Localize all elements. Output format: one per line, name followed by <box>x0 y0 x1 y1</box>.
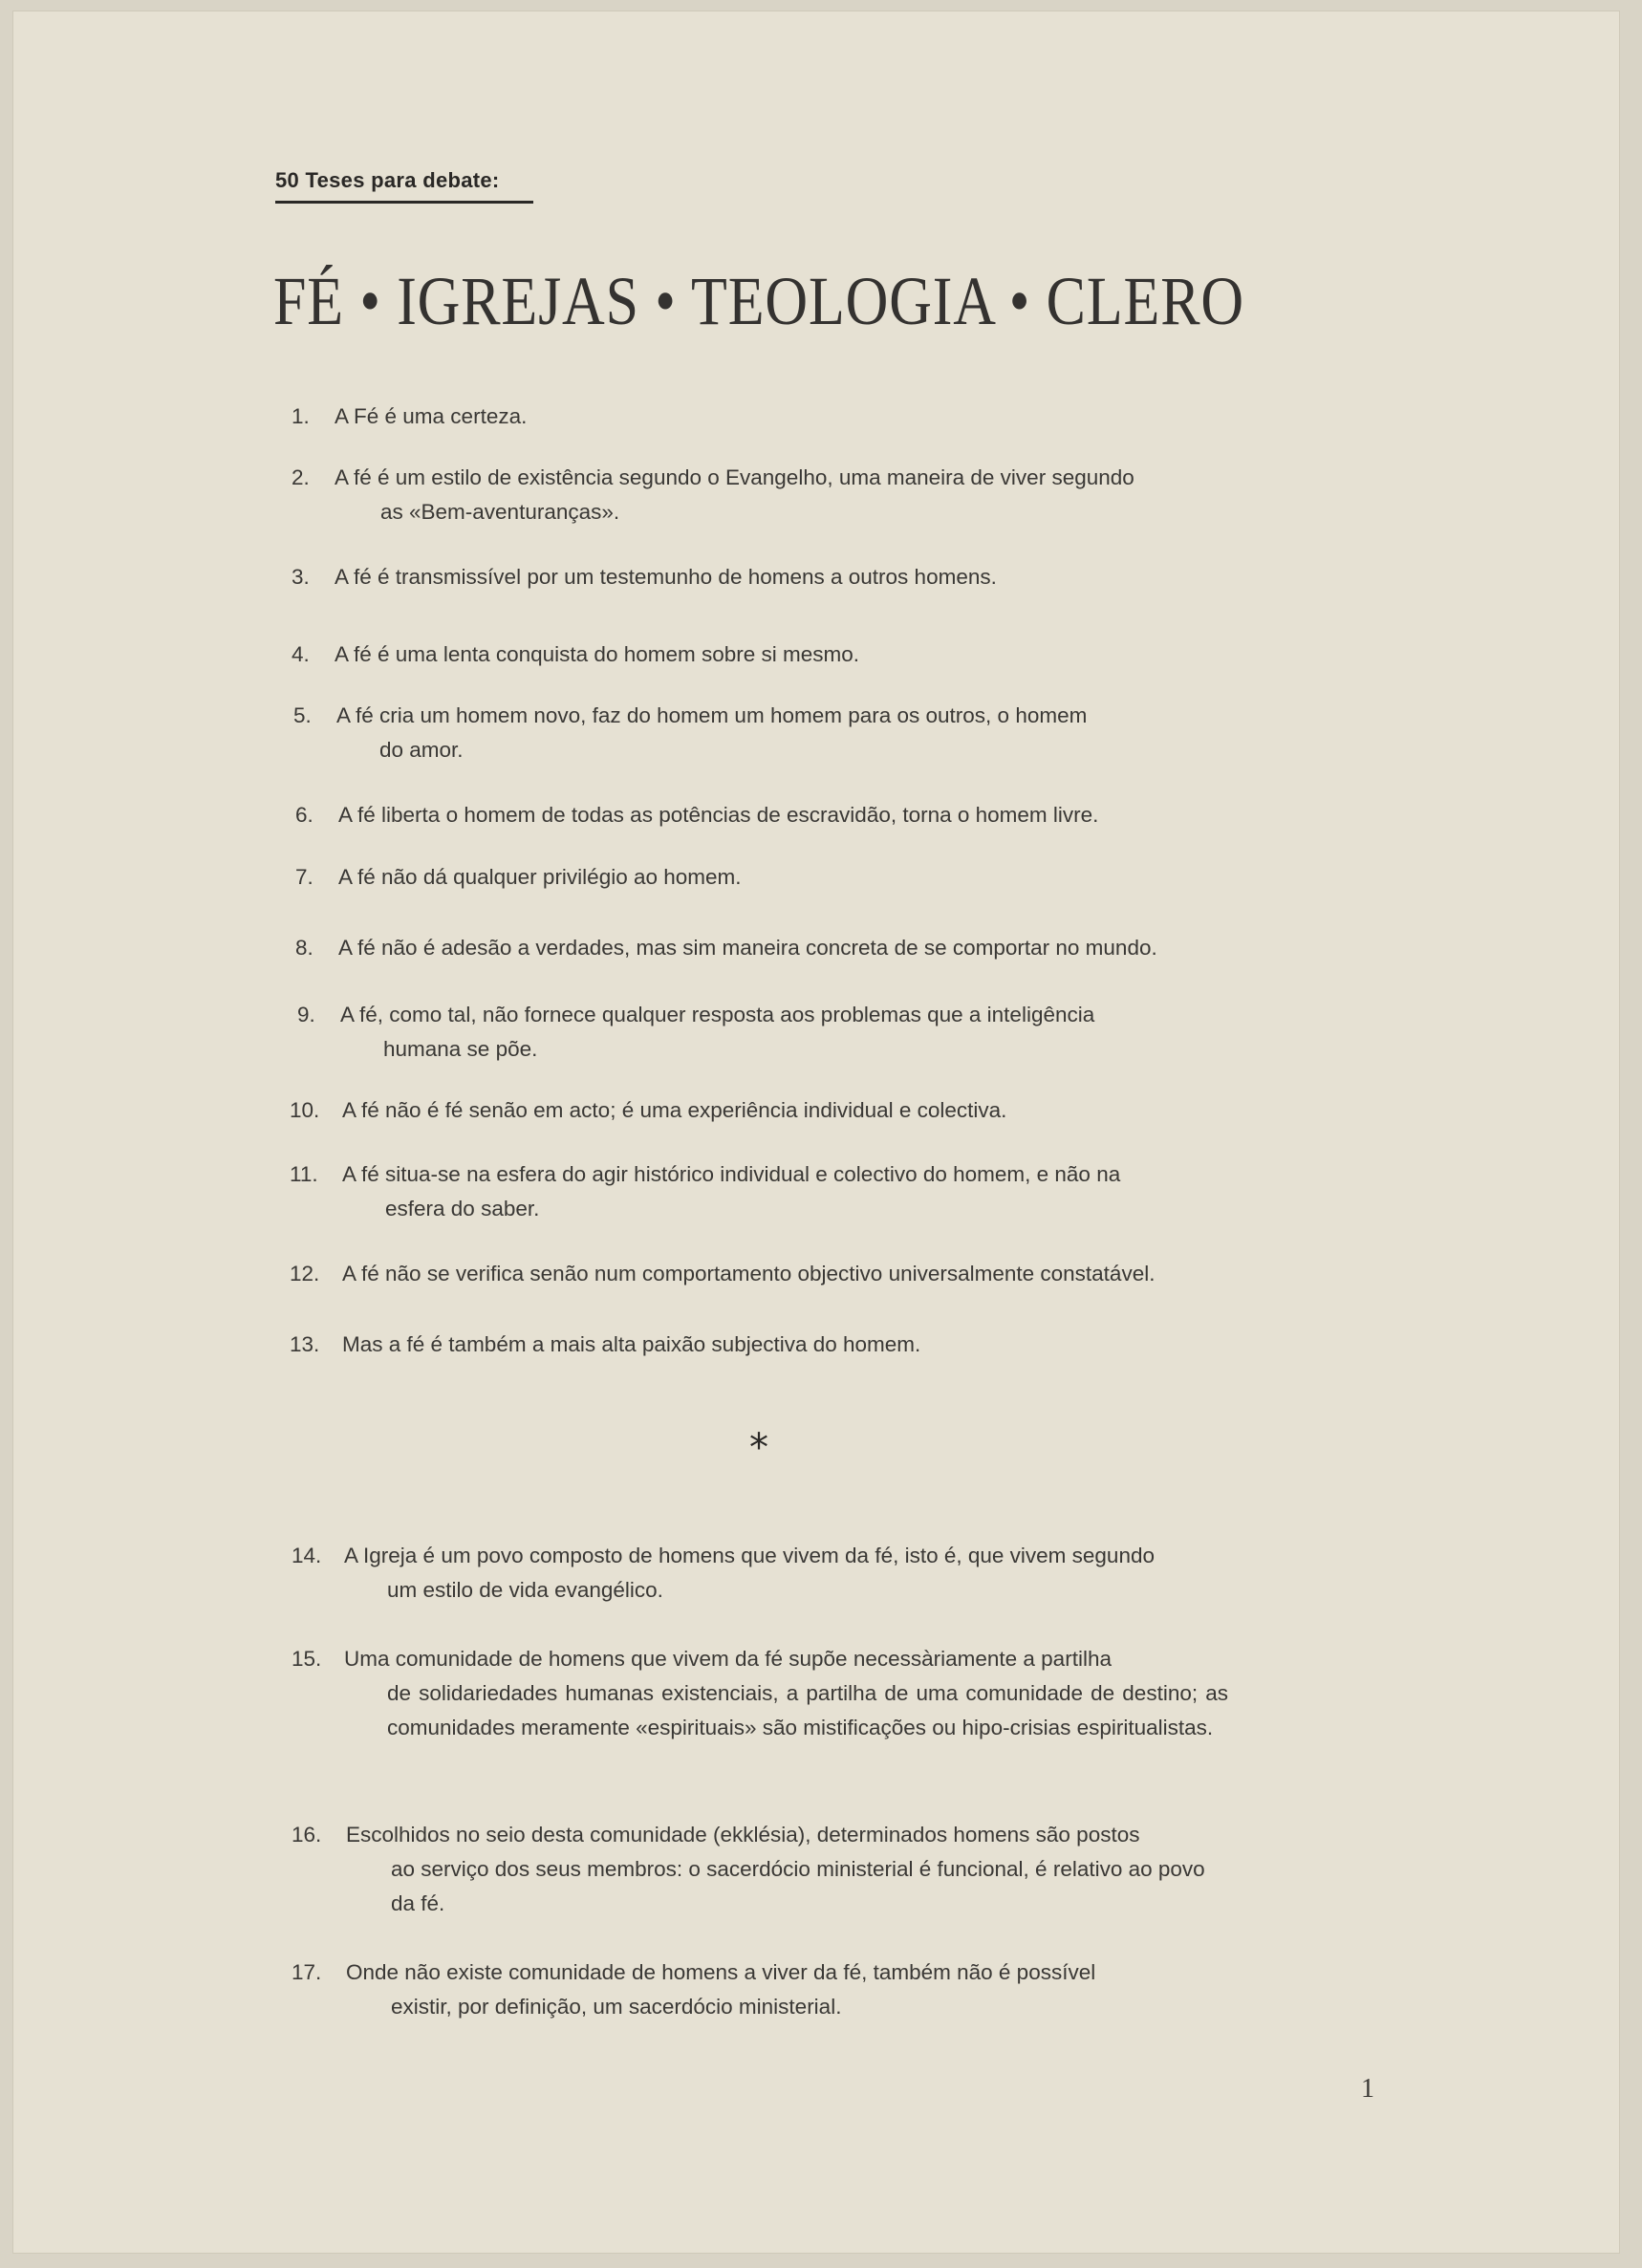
thesis-number: 12. <box>290 1262 320 1285</box>
thesis-number: 13. <box>290 1332 320 1356</box>
thesis-text-continued: do amor. <box>379 738 464 762</box>
thesis-text-continued: as «Bem-aventuranças». <box>380 500 620 524</box>
document-page <box>13 11 1619 2253</box>
thesis-text: A Igreja é um povo composto de homens que vivem da fé, isto é, que vivem segundo <box>344 1544 1155 1567</box>
thesis-item <box>293 699 1249 767</box>
thesis-text: A fé é um estilo de existência segundo o Evangelho, uma maneira de viver segundo <box>335 465 1134 489</box>
thesis-number: 8. <box>295 936 313 960</box>
thesis-text-continued: um estilo de vida evangélico. <box>387 1578 663 1602</box>
thesis-item <box>292 637 1247 672</box>
thesis-number: 2. <box>292 465 310 489</box>
thesis-item <box>290 1157 1245 1226</box>
thesis-number: 15. <box>292 1647 322 1671</box>
thesis-text-continued: esfera do saber. <box>385 1197 540 1220</box>
thesis-text-continued: ao serviço dos seus membros: o sacerdócio ministerial é funcional, é relativo ao povo da fé. <box>391 1857 1205 1915</box>
thesis-number: 5. <box>293 703 312 727</box>
thesis-item <box>292 1539 1257 1608</box>
thesis-text: A fé é uma lenta conquista do homem sobre si mesmo. <box>335 642 860 666</box>
thesis-item <box>290 1093 1245 1128</box>
thesis-text: A fé não dá qualquer privilégio ao homem. <box>338 865 742 889</box>
thesis-text: A fé cria um homem novo, faz do homem um homem para os outros, o homem <box>336 703 1088 727</box>
thesis-text: A fé, como tal, não fornece qualquer resposta aos problemas que a inteligência <box>340 1003 1095 1026</box>
thesis-item <box>295 798 1251 832</box>
thesis-item <box>290 1257 1245 1291</box>
thesis-item <box>295 931 1251 965</box>
thesis-item <box>292 1955 1257 2024</box>
thesis-number: 9. <box>297 1003 315 1026</box>
thesis-text-continued: existir, por definição, um sacerdócio ministerial. <box>391 1995 842 2019</box>
thesis-text: A fé não é fé senão em acto; é uma experiência individual e colectiva. <box>342 1098 1007 1122</box>
thesis-text: A fé situa-se na esfera do agir histórico individual e colectivo do homem, e não na <box>342 1162 1121 1186</box>
thesis-item <box>292 1642 1257 1745</box>
page-number: 1 <box>1361 2074 1374 2104</box>
thesis-number: 1. <box>292 404 310 428</box>
thesis-text: A Fé é uma certeza. <box>335 404 528 428</box>
thesis-text: Escolhidos no seio desta comunidade (ekklésia), determinados homens são postos <box>346 1823 1140 1847</box>
thesis-item <box>295 860 1251 895</box>
thesis-text: Mas a fé é também a mais alta paixão subjectiva do homem. <box>342 1332 921 1356</box>
section-separator-star: * <box>749 1426 768 1470</box>
thesis-number: 7. <box>295 865 313 889</box>
thesis-text-continued: humana se põe. <box>383 1037 538 1061</box>
thesis-text: Uma comunidade de homens que vivem da fé supõe necessàriamente a partilha <box>344 1647 1112 1671</box>
thesis-item <box>292 1818 1257 1921</box>
thesis-number: 6. <box>295 803 313 827</box>
thesis-item <box>292 461 1247 529</box>
thesis-number: 4. <box>292 642 310 666</box>
thesis-text: A fé liberta o homem de todas as potências de escravidão, torna o homem livre. <box>338 803 1099 827</box>
thesis-number: 14. <box>292 1544 322 1567</box>
thesis-item <box>290 1328 1245 1362</box>
thesis-number: 3. <box>292 565 310 589</box>
thesis-text: A fé não é adesão a verdades, mas sim maneira concreta de se comportar no mundo. <box>338 936 1157 960</box>
thesis-text: A fé não se verifica senão num comportamento objectivo universalmente constatável. <box>342 1262 1156 1285</box>
series-kicker: 50 Teses para debate: <box>275 168 500 192</box>
thesis-text-continued: de solidariedades humanas existenciais, a partilha de uma comunidade de destino; as comunidades meramente «espirituais» são mistificações ou hipo-crisias espiritualistas. <box>387 1681 1228 1739</box>
page-title: FÉ • IGREJAS • TEOLOGIA • CLERO <box>273 263 1244 339</box>
thesis-number: 11. <box>290 1162 318 1186</box>
thesis-item <box>292 560 1247 594</box>
thesis-item <box>297 998 1253 1067</box>
thesis-number: 17. <box>292 1960 322 1984</box>
thesis-number: 10. <box>290 1098 320 1122</box>
kicker-underline <box>275 201 533 204</box>
thesis-item <box>292 400 1247 434</box>
thesis-text: Onde não existe comunidade de homens a viver da fé, também não é possível <box>346 1960 1096 1984</box>
thesis-text: A fé é transmissível por um testemunho de homens a outros homens. <box>335 565 997 589</box>
thesis-number: 16. <box>292 1823 322 1847</box>
